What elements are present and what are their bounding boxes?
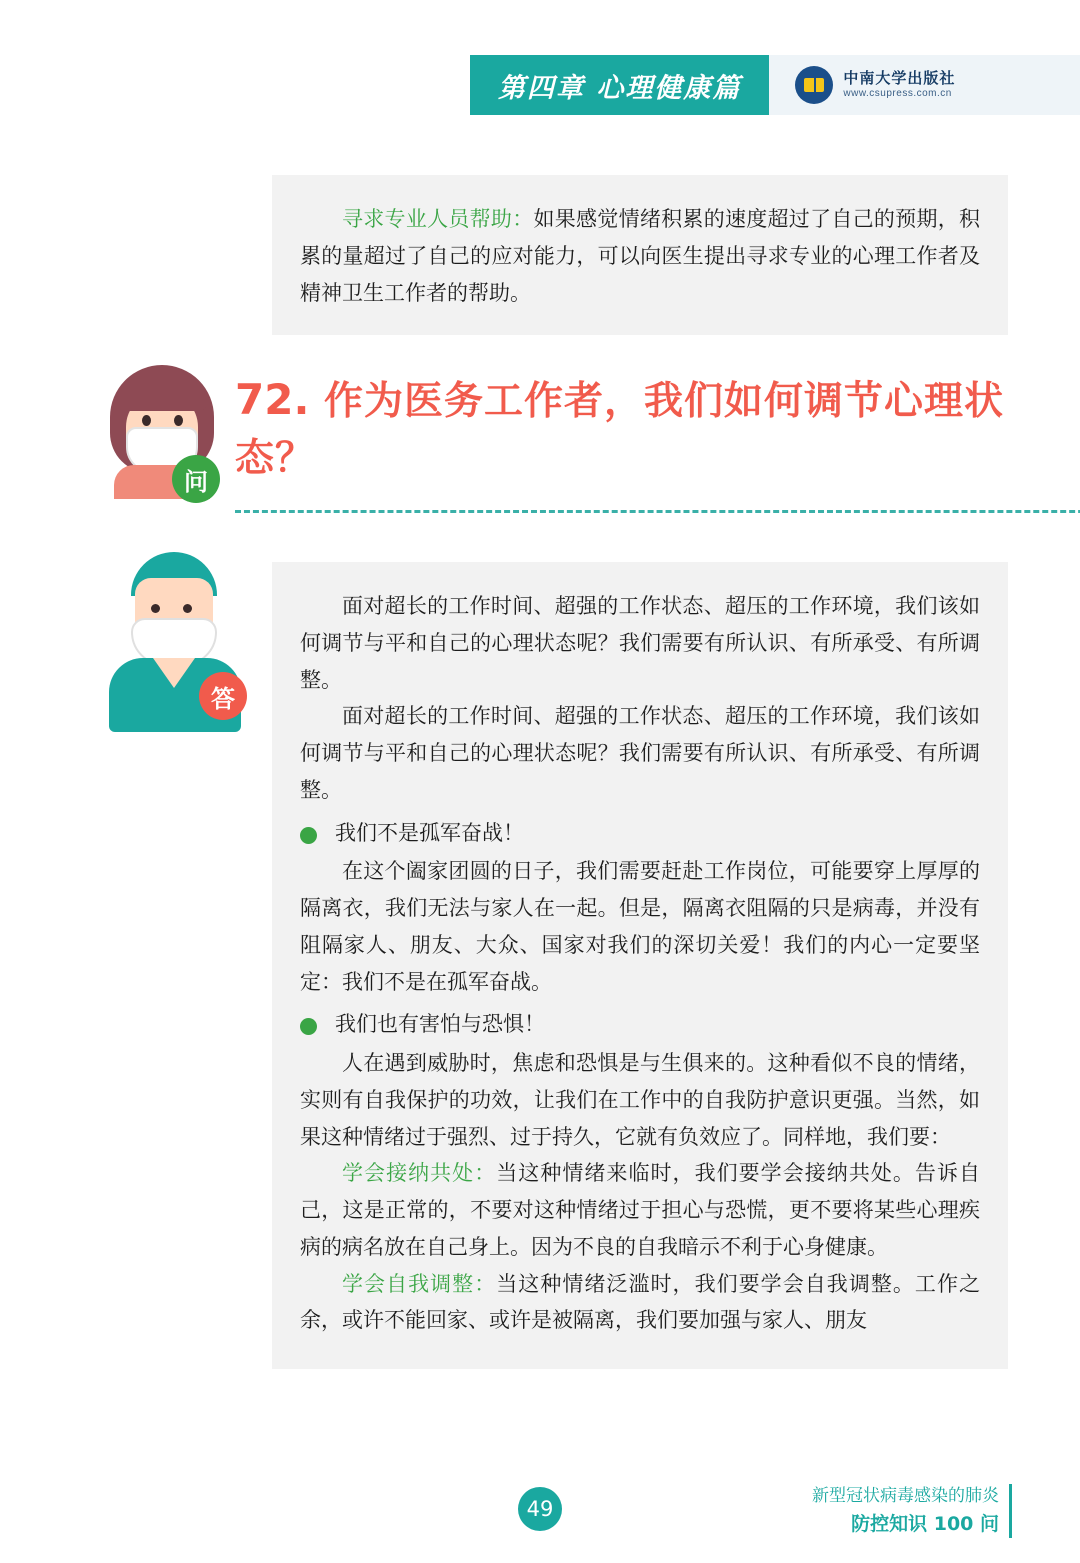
- subsection-label: 学会接纳共处：: [342, 1161, 497, 1186]
- bullet-label: 我们也有害怕与恐惧！: [335, 1012, 545, 1037]
- footer-line-1: 新型冠状病毒感染的肺炎: [812, 1486, 999, 1506]
- divider-dashed: [235, 510, 1080, 513]
- publisher-url: www.csupress.com.cn: [843, 88, 952, 100]
- bullet-dot-icon: [300, 827, 317, 844]
- ask-badge: 问: [172, 455, 220, 503]
- answer-paragraph: 面对超长的工作时间、超强的工作状态、超压的工作环境，我们该如何调节与平和自己的心理状态呢？我们需要有所认识、有所承受、有所调整。: [300, 594, 980, 692]
- answer-box: [272, 562, 1008, 1369]
- note-box: [272, 175, 1008, 335]
- subsection-text: 当这种情绪泛滥时，我们要学会自我调整。工作之余，或许不能回家、或许是被隔离，我们要加强与家人、朋友: [300, 1271, 980, 1333]
- note-label: 寻求专业人员帮助：: [342, 207, 534, 231]
- answer-paragraph: 面对超长的工作时间、超强的工作状态、超压的工作环境，我们该如何调节与平和自己的心理状态呢？我们需要有所认识、有所承受、有所调整。: [300, 704, 980, 802]
- bullet-dot-icon: [300, 1018, 317, 1035]
- page-header: [470, 55, 1080, 115]
- note-paragraph: [300, 201, 980, 311]
- subsection-text: 当这种情绪来临时，我们要学会接纳共处。告诉自己，这是正常的，不要对这种情绪过于担心与恐慌，更不要将某些心理疾病的病名放在自己身上。因为不良的自我暗示不利于心身健康。: [300, 1161, 980, 1259]
- question-title: [235, 370, 1020, 487]
- answer-paragraph: 人在遇到威胁时，焦虑和恐惧是与生俱来的。这种看似不良的情绪，实则有自我保护的功效，让我们在工作中的自我防护意识更强。当然，如果这种情绪过于强烈、过于持久，它就有负效应了。同样地，我们要：: [300, 1051, 980, 1149]
- footer-book-title: [812, 1484, 1012, 1538]
- question-number: 72.: [235, 375, 310, 424]
- publisher-logo-icon: [795, 66, 833, 104]
- list-item: [300, 1006, 980, 1043]
- answer-subsection: [300, 1155, 980, 1265]
- subsection-label: 学会自我调整：: [342, 1271, 497, 1296]
- page-number: 49: [518, 1487, 562, 1531]
- note-text: 如果感觉情绪积累的速度超过了自己的预期，积累的量超过了自己的应对能力，可以向医生提出寻求专业的心理工作者及精神卫生工作者的帮助。: [300, 207, 980, 305]
- bullet-label: 我们不是孤军奋战！: [335, 820, 524, 845]
- publisher-text: [843, 69, 955, 100]
- footer-line-2: 防控知识 100 问: [851, 1512, 999, 1535]
- question-title-text: 作为医务工作者，我们如何调节心理状态？: [235, 379, 1004, 481]
- answer-badge: 答: [199, 672, 247, 720]
- publisher-block: [769, 55, 1080, 115]
- chapter-title: 第四章 心理健康篇: [470, 55, 769, 115]
- publisher-name: 中南大学出版社: [843, 69, 956, 88]
- list-item: [300, 815, 980, 852]
- answer-paragraph: 在这个阖家团圆的日子，我们需要赶赴工作岗位，可能要穿上厚厚的隔离衣，我们无法与家人在一起。但是，隔离衣阻隔的只是病毒，并没有阻隔家人、朋友、大众、国家对我们的深切关爱！我们的内心一定要坚定：我们不是在孤军奋战。: [300, 859, 980, 994]
- answer-subsection: [300, 1266, 980, 1340]
